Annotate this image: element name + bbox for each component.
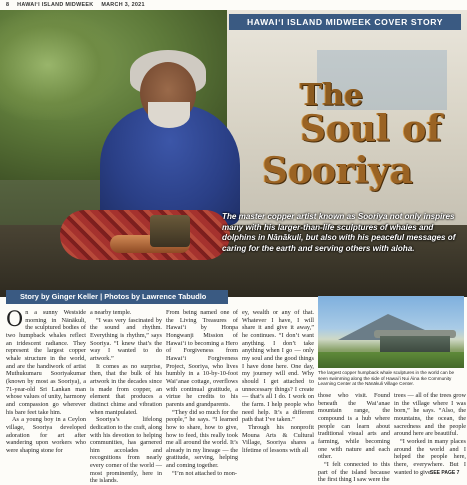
paragraph: “I’m not attached to mon- xyxy=(172,469,237,477)
article-column-3 xyxy=(166,309,238,477)
paragraph: “I worked in many places around the world and I helped the people here, there, everywhere. But I wanted to give xyxy=(394,437,466,476)
paragraph: “They did so much for the people,” he says. “I learned how to share, how to give, how to feed, this really took me all around the world. It’s already in my lineage — the gratitude, serving, helping and coming together. xyxy=(166,408,238,470)
building xyxy=(380,336,450,352)
issue-date: MARCH 3, 2021 xyxy=(101,2,145,8)
palm-foliage xyxy=(0,10,120,120)
drop-cap: O xyxy=(6,307,24,331)
paragraph: As a young boy in a Ceylon village, Sooriya developed adoration for art after wandering upon workers who were shaping stone for xyxy=(6,416,86,454)
paragraph: ey, wealth or any of that. Whatever I have, I will share it and give it away,” he continues. “I don’t want anything. I don’t take anything when I go — only my soul and the good things I have done here. One day, my journey will end. Why should I get attached to unnecessary things? I create — that’s all I do. I work on the farm. I help people who need help. It’s a different path that I’ve taken.” xyxy=(242,309,314,424)
paragraph: those who visit. Found beneath the Waiʻanae mountain range, the compound is a hub where people can learn about traditional visual arts and farming, while becoming one with nature and each other. xyxy=(318,392,390,461)
paragraph: trees — all of the trees grow in the village where I was born,” he says. “Also, the mountains, the ocean, the sacredness and the people around here are beautiful. xyxy=(394,392,466,438)
article-column-1 xyxy=(6,309,86,454)
article-column-5 xyxy=(318,392,390,484)
paragraph xyxy=(6,309,86,416)
title-line-1: The xyxy=(300,78,364,113)
artist-beard xyxy=(148,102,190,128)
cover-story-banner: HAWAIʻI ISLAND MIDWEEK COVER STORY xyxy=(229,14,461,30)
article-column-6 xyxy=(394,392,466,476)
paragraph: It comes as no surprise, then, that the bulk of his artwork in the decades since is made from copper, an element that produces a distinct chime and vibration when manipulated. xyxy=(90,362,162,416)
byline: Story by Ginger Keller | Photos by Lawrence Tabudlo xyxy=(6,290,228,304)
lawn xyxy=(318,352,464,368)
inset-photo xyxy=(318,296,464,368)
inset-caption: The largest copper humpback whale sculptures in the world can be seen swimming along the side of Hawaiʻi Nui Āina Ike Community Learning Center at the Nānākuli Village Center. xyxy=(318,370,455,387)
paper-name: HAWAIʻI ISLAND MIDWEEK xyxy=(17,2,94,8)
jump-line: SEE PAGE 7 xyxy=(430,470,460,476)
title-line-2: Soul of xyxy=(300,108,442,150)
paragraph: a nearby temple. xyxy=(90,309,132,316)
paragraph-text: n a sunny Westside morning in Nānākuli, the sculptured bodies of two humpback whales reflect an iridescent radiance. They represent the largest copper whale structure in the world, and are the handiwork of artist Muthukumaru Sooriyakumar (known by most as Sooriya), a 71-year-old Sri Lankan man whose values of unity, harmony and compassion go wherever his bare feet take him. xyxy=(6,309,86,416)
paragraph: “I felt connected to this part of the island because the first thing I saw were the xyxy=(318,460,390,484)
page-number: 8 xyxy=(6,2,10,8)
wooden-anvil xyxy=(150,215,190,247)
paragraph: “I was very fascinated by the sound and rhythm. Everything is rhythm,” says Sooriya. “I knew that’s the way I wanted to do artwork.” xyxy=(90,316,162,362)
paragraph: Sooriya’s lifelong dedication to the craft, along with his devotion to helping communities, has garnered him accolades and recognitions from nearly every corner of the world — most prominently, here in the islands. xyxy=(90,416,162,485)
paragraph: From being named one of the Living Treasures of Hawaiʻi by Honpa Hongwanji Mission of Hawaiʻi to becoming a Hero of Forgiveness from Hawaiʻi Forgiveness Project, Sooriya, who lives humbly in a 10-by-10-foot Waiʻanae cottage, overflows with continual gratitude, a virtue he credits to his parents and grandparents. xyxy=(166,309,238,408)
title-line-3: Sooriya xyxy=(262,150,413,192)
story-deck: The master copper artist known as Sooriya not only inspires many with his larger-than-life sculptures of whales and dolphins in Nānākuli, but also with his peaceful messages of caring for the earth and serving others with aloha. xyxy=(222,212,456,253)
article-column-2 xyxy=(90,309,162,485)
paragraph: Through his nonprofit Mouna Arts & Cultural Village, Sooriya shares a lifetime of lessons with all xyxy=(242,423,314,454)
article-column-4 xyxy=(242,309,314,454)
